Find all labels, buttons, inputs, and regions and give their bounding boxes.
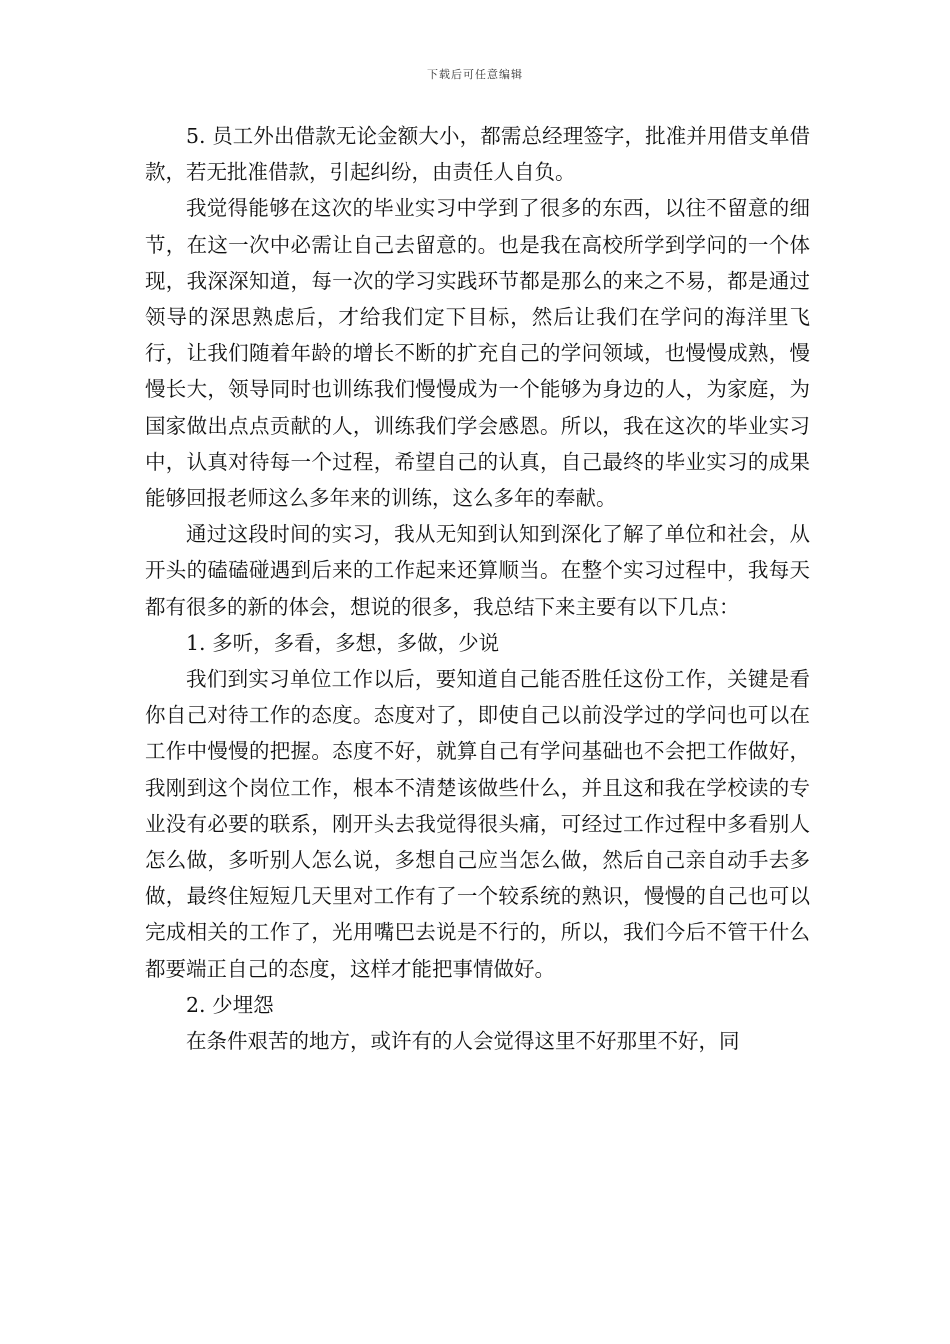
document-body — [145, 118, 810, 1059]
heading-point-1: 1. 多听，多看，多想，多做，少说 — [186, 630, 500, 655]
paragraph-fewer-complaints: 在条件艰苦的地方，或许有的人会觉得这里不好那里不好，同 — [186, 1029, 740, 1054]
page-header-note: 下载后可任意编辑 — [427, 68, 523, 81]
paragraph-work-attitude: 我们到实习单位工作以后，要知道自己能否胜任这份工作，关键是看你自己对待工作的态度。态度对了，即使自己以前没学过的学问也可以在工作中慢慢的把握。态度不好，就算自己有学问基础也不会把工作做好，我刚到这个岗位工作，根本不清楚该做些什么，并且这和我在学校读的专业没有必要的联系，刚开头去我觉得很头痛，可经过工作过程中多看别人怎么做，多听别人怎么说，多想自己应当怎么做，然后自己亲自动手去多做，最终住短短几天里对工作有了一个较系统的熟识，慢慢的自己也可以完成相关的工作了，光用嘴巴去说是不行的，所以，我们今后不管干什么都要端正自己的态度，这样才能把事情做好。 — [145, 667, 810, 981]
paragraph-loan-rule: 5. 员工外出借款无论金额大小，都需总经理签字，批准并用借支单借款，若无批准借款，引起纠纷，由责任人自负。 — [145, 124, 810, 185]
paragraph-internship-summary: 通过这段时间的实习，我从无知到认知到深化了解了单位和社会，从开头的磕磕碰遇到后来的工作起来还算顺当。在整个实习过程中，我每天都有很多的新的体会，想说的很多，我总结下来主要有以下几点： — [145, 522, 810, 619]
heading-point-2: 2. 少埋怨 — [186, 992, 274, 1017]
paragraph-internship-reflection: 我觉得能够在这次的毕业实习中学到了很多的东西，以往不留意的细节，在这一次中必需让自己去留意的。也是我在高校所学到学问的一个体现，我深深知道，每一次的学习实践环节都是那么的来之不易，都是通过领导的深思熟虑后，才给我们定下目标，然后让我们在学问的海洋里飞行，让我们随着年龄的增长不断的扩充自己的学问领域，也慢慢成熟，慢慢长大，领导同时也训练我们慢慢成为一个能够为身边的人，为家庭，为国家做出点点贡献的人，训练我们学会感恩。所以，我在这次的毕业实习中，认真对待每一个过程，希望自己的认真，自己最终的毕业实习的成果能够回报老师这么多年来的训练，这么多年的奉献。 — [145, 196, 810, 511]
